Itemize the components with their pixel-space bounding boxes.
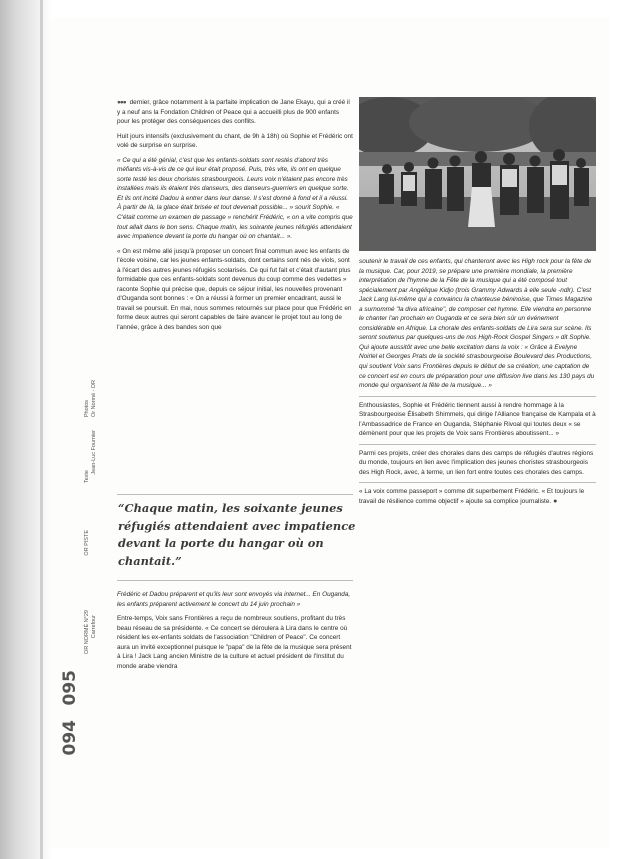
text-credit-author: Jean-Luc Fournier (91, 430, 97, 475)
paragraph-text: « La voix comme passeport » comme dit superbement Frédéric. « Et toujours le travail de résilience comme objectif » ajoute sa complice journaliste. (359, 488, 585, 506)
folio (60, 660, 86, 755)
paragraph-quote: « Ce qui a été génial, c'est que les enfants-soldats sont restés d'abord très méfiants vis-à-vis de ce qui leur était proposé. Puis, très vite, ils ont en quelque sorte testé les deux choristes strasbourgeois. Leurs voix n'étaient pas encore très installées mais ils étaient très danseurs, des danseurs-guerriers en quelque sorte. Et ils ont incité Dadou à entrer dans leur danse. Il s'est donné à fond et il a réussi. À partir de là, la glace était brisée et tout devenait possible... » sourit Sophie. « C'était comme un examen de passage » renchérit Frédéric, « on a vite compris que tout allait dans le bon sens. Chaque matin, les soixante jeunes réfugiés attendaient avec impatience devant la porte du hangar où on chantait... ». (117, 156, 353, 241)
paragraph: Enthousiastes, Sophie et Frédéric tiennent aussi à rendre hommage à la Strasbourgeoise Élisabeth Shimmels, qui dirige l'Alliance française de Kampala et à l'Ambassadrice de France en Ouganda, Stéphanie Rivoal qui toutes deux « se démènent pour que les projets de Voix sans Frontières aboutissent... » (359, 401, 596, 438)
end-of-article-icon: ● (553, 498, 558, 506)
paragraph: Parmi ces projets, créer des chorales dans des camps de réfugiés d'autres régions du monde, toujours en lien avec l'implication des jeunes choristes strasbourgeois des High Rock, avec, à terme, un lien fort entre toutes ces chorales des camps. (359, 449, 594, 476)
paragraph-rule (359, 396, 596, 397)
paragraph (117, 98, 353, 127)
paragraph: Huit jours intensifs (exclusivement du chant, de 9h à 18h) où Sophie et Frédéric ont volé de surprise en surprise. (117, 132, 353, 150)
photo-credit-label: Photos (84, 400, 90, 418)
issue-sub-label: Carrefour (91, 615, 97, 639)
paragraph-quote: soutenir le travail de ces enfants, qui chanteront avec les High rock pour la fête de la musique. Car, pour 2019, se prépare une première mondiale, la première interprétation de l'hymne de la Fête de la musique qui a été composé tout spécialement par Angélique Kidjo (trois Grammy Adwards à elle seule -ndlr). C'est Jack Lang lui-même qui a convaincu la chanteuse béninoise, que Times Magazine a surnommé "la diva africaine", de composer cet hymne. Elle viendra en personne le chanter l'an prochain en Ouganda et ce sera bien sûr un événement considérable en Afrique. La chorale des enfants-soldats de Lira sera sur scène. Ils seront soutenus par quelques-uns de nos High-Rock Gospel Singers » dit Sophie. Qui ajoute aussitôt avec une belle excitation dans la voix : « Grâce à Evelyne Noirlel et Georges Prats de la société strasbourgeoise Boulevard des Productions, qui soutient Voix sans Frontières depuis le début de sa création, une captation de ce concert est en cours de préparation pour une diffusion live dans les 130 pays du monde qui organisent la fête de la musique... » (359, 258, 595, 390)
paragraph: Entre-temps, Voix sans Frontières a reçu de nombreux soutiens, profitant du très beau réseau de sa présidente. « Ce concert se déroulera à Lira dans le centre où résident les ex-enfants soldats de l'association "Children of Peace". Ce concert aura un invité exceptionnel puisque le "papa" de la fête de la musique sera présent à Lira ! Jack Lang ancien Ministre de la culture et actuel président de l'Institut du monde arabe viendra (117, 615, 352, 670)
article-column-2 (359, 257, 596, 512)
photo-credit: Or Normé - DR (91, 380, 97, 417)
quote-rule-bottom (117, 580, 353, 581)
page-number-left: 094 (60, 719, 80, 755)
quote-rule-top (117, 494, 353, 495)
paragraph (359, 487, 596, 506)
article-photo (359, 97, 596, 251)
scan-edge (40, 0, 43, 859)
issue-label: OR NORMÉ N°29 (84, 610, 90, 655)
paragraph-rule (359, 482, 596, 483)
paragraph: « On est même allé jusqu'à proposer un concert final commun avec les enfants de l'école voisine, car les jeunes enfants-soldats, dont certains sont nés de viols, sont à l'écart des autres jeunes réfugiés scolarisés. Ce qui fut fait et c'était d'autant plus formidable que ces enfants-soldats sont devenus du coup comme des vedettes » raconte Sophie qui précise que, depuis ce séjour initial, les nouvelles provenant d'Ouganda sont bonnes : « On a réussi à former un premier encadrant, aussi le travail se poursuit. En mai, nous sommes retournés sur place pour que Frédéric en forme deux autres qui seront capables de faire avancer le projet tout au long de l'année, grâce à des bandes son que (117, 247, 352, 332)
article-column-1-continued (117, 590, 353, 676)
text-credit-label: Texte (84, 470, 90, 484)
pull-quote: “Chaque matin, les soixante jeunes réfugiés attendaient avec impatience devant la porte du hangar où on chantait.” (118, 501, 356, 568)
section-label: OR PISTE (84, 530, 90, 556)
paragraph-rule (359, 444, 596, 445)
paragraph-text: dernier, grâce notamment à la parfaite implication de Jane Ekayu, qui a créé il y a neuf ans la Fondation Children of Peace qui a accueilli plus de 900 enfants pour les protéger des conséquences des conflits. (117, 99, 350, 126)
children-choir-photo (359, 97, 596, 251)
article-column-1 (117, 98, 353, 338)
paragraph-quote: Frédéric et Dadou préparent et qu'ils leur sont envoyés via internet... En Ouganda, les enfants préparent activement le concert du 14 juin prochain » (117, 591, 351, 608)
page-number-right: 095 (60, 669, 80, 705)
scan-shadow (0, 0, 52, 859)
continuation-dots-icon: ●●● (117, 99, 126, 106)
